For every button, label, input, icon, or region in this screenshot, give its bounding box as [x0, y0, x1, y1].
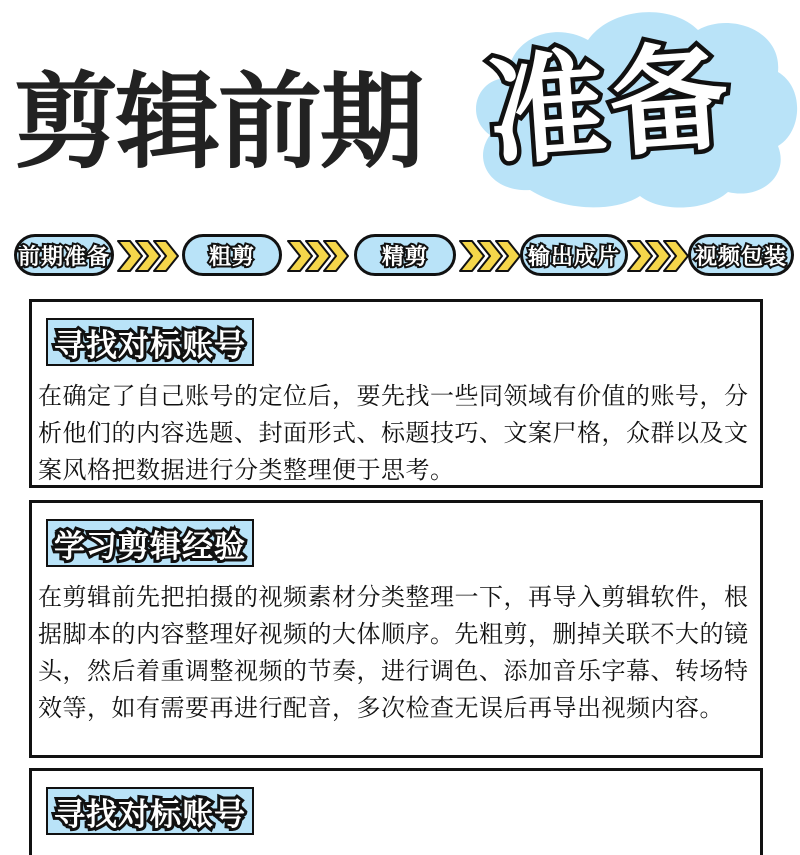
- card-body-text: 在剪辑前先把拍摄的视频素材分类整理一下，再导入剪辑软件，根据脚本的内容整理好视频的大体顺序。先粗剪，删掉关联不大的镜头，然后着重调整视频的节奏，进行调色、添加音乐字幕、转场特效等，如有需要再进行配音，多次检查无误后再导出视频内容。: [38, 583, 749, 722]
- step-label: 粗剪: [208, 244, 255, 270]
- step-pill: [688, 234, 794, 276]
- step-flow: [0, 234, 800, 280]
- card-heading-tag: [46, 318, 254, 366]
- card-heading-tag: [46, 787, 254, 835]
- chevron-right-icon: [626, 238, 690, 274]
- step-pill: [182, 234, 282, 276]
- chevron-right-icon: [116, 238, 180, 274]
- page-title: 剪辑前期: [14, 61, 423, 183]
- step-label: 输出成片: [527, 244, 620, 270]
- card-heading: 学习剪辑经验: [54, 528, 246, 565]
- info-card: [29, 768, 763, 855]
- step-label: 精剪: [381, 244, 428, 270]
- step-label: 视频包装: [694, 244, 787, 270]
- chevron-right-icon: [286, 238, 350, 274]
- card-body-text: 在确定了自己账号的定位后，要先找一些同领域有价值的账号，分析他们的内容选题、封面形式、标题技巧、文案尸格，众群以及文案风格把数据进行分类整理便于思考。: [38, 382, 749, 484]
- step-pill: [520, 234, 628, 276]
- page-title-accent: 准备: [483, 27, 737, 182]
- step-pill: [354, 234, 456, 276]
- step-pill: [14, 234, 114, 276]
- step-label: 前期准备: [17, 244, 110, 270]
- chevron-right-icon: [458, 238, 522, 274]
- info-card: [29, 500, 763, 758]
- card-heading: 寻找对标账号: [54, 327, 246, 364]
- card-heading-tag: [46, 519, 254, 567]
- info-card: [29, 299, 763, 488]
- card-heading: 寻找对标账号: [54, 796, 246, 833]
